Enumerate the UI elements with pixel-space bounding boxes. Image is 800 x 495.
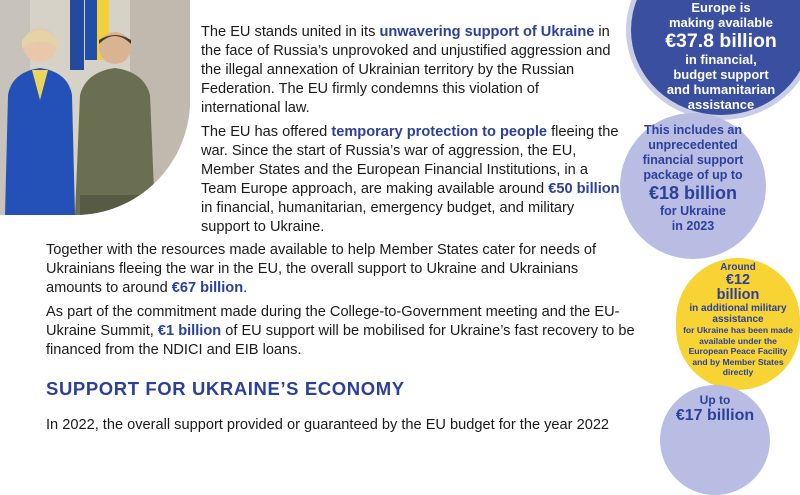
bubble-1-line-1: Europe is xyxy=(691,0,751,15)
overall-support-text: Together with the resources made available to help Member States cater for needs of Ukrainians fleeing the war in the EU, the overall support to Ukraine and Ukrainians amounts to around xyxy=(46,242,596,296)
bubble-12-billion xyxy=(676,258,800,390)
recovery-paragraph xyxy=(46,303,646,360)
bubble-2-description: for Ukraine in 2023 xyxy=(660,204,726,233)
recovery-text-rest: of EU support will be mobilised for Ukraine’s fast recovery to be financed from the NDICI and EIB loans. xyxy=(46,323,635,358)
bubble-37-8-billion xyxy=(626,0,800,120)
highlight-1-billion: €1 billion xyxy=(157,323,222,339)
top-band xyxy=(150,0,710,16)
intro-paragraph-1 xyxy=(201,23,621,118)
bubble-2-amount: €18 billion xyxy=(648,183,738,203)
bubble-3-description: for Ukraine has been made available under the European Peace Facility and by Member States directly xyxy=(683,325,793,377)
period: . xyxy=(243,280,248,296)
overall-support-paragraph xyxy=(46,241,616,298)
highlight-50-billion: €50 billion xyxy=(548,181,620,197)
intro-paragraph-2 xyxy=(201,123,621,237)
protection-text-mid: fleeing the war. Since the start of Russia’s war of aggression, the EU, Member States and the European Financial Institutions, in a Team Europe approach, are making available around xyxy=(201,124,619,197)
highlight-67-billion: €67 billion xyxy=(171,280,244,296)
highlight-temporary-protection: temporary protection to people xyxy=(331,124,548,140)
bubble-1-line-2: making available xyxy=(668,15,774,30)
photo-illustration xyxy=(0,0,190,215)
bubble-2-intro: This includes an unprecedented financial support package of up to xyxy=(642,123,744,182)
bubble-3-amount: €12 billion xyxy=(716,272,760,303)
intro-text: The EU stands united in its xyxy=(201,24,380,40)
protection-text: The EU has offered xyxy=(201,124,332,140)
bubble-17-billion xyxy=(660,385,770,495)
bubble-1-description: in financial, budget support and humanitarian assistance xyxy=(666,52,776,112)
bubble-4-amount: €17 billion xyxy=(675,407,755,424)
section-heading: SUPPORT FOR UKRAINE’S ECONOMY xyxy=(46,378,405,399)
leaders-photo xyxy=(0,0,190,215)
economy-paragraph xyxy=(46,416,646,435)
economy-text: In 2022, the overall support provided or guaranteed by the EU budget for the year 2022 xyxy=(46,417,610,433)
highlight-ukraine-support: unwavering support of Ukraine xyxy=(379,24,595,40)
intro-text-rest: in the face of Russia’s unprovoked and unjustified aggression and the illegal annexation of Ukrainian territory by the Russian Federation. The EU firmly condemns this violation of international law. xyxy=(201,24,611,116)
bubble-18-billion xyxy=(620,113,766,259)
recovery-text: As part of the commitment made during the College-to-Government meeting and the EU-Ukraine Summit, xyxy=(46,304,620,339)
bubble-1-amount: €37.8 billion xyxy=(665,30,777,52)
bubble-3-prefix: Around xyxy=(720,262,756,273)
bubble-4-prefix: Up to xyxy=(699,393,731,407)
bubble-3-subtitle: in additional military assistance xyxy=(689,303,787,325)
protection-text-rest: in financial, humanitarian, emergency budget, and military support to Ukraine. xyxy=(201,200,575,235)
